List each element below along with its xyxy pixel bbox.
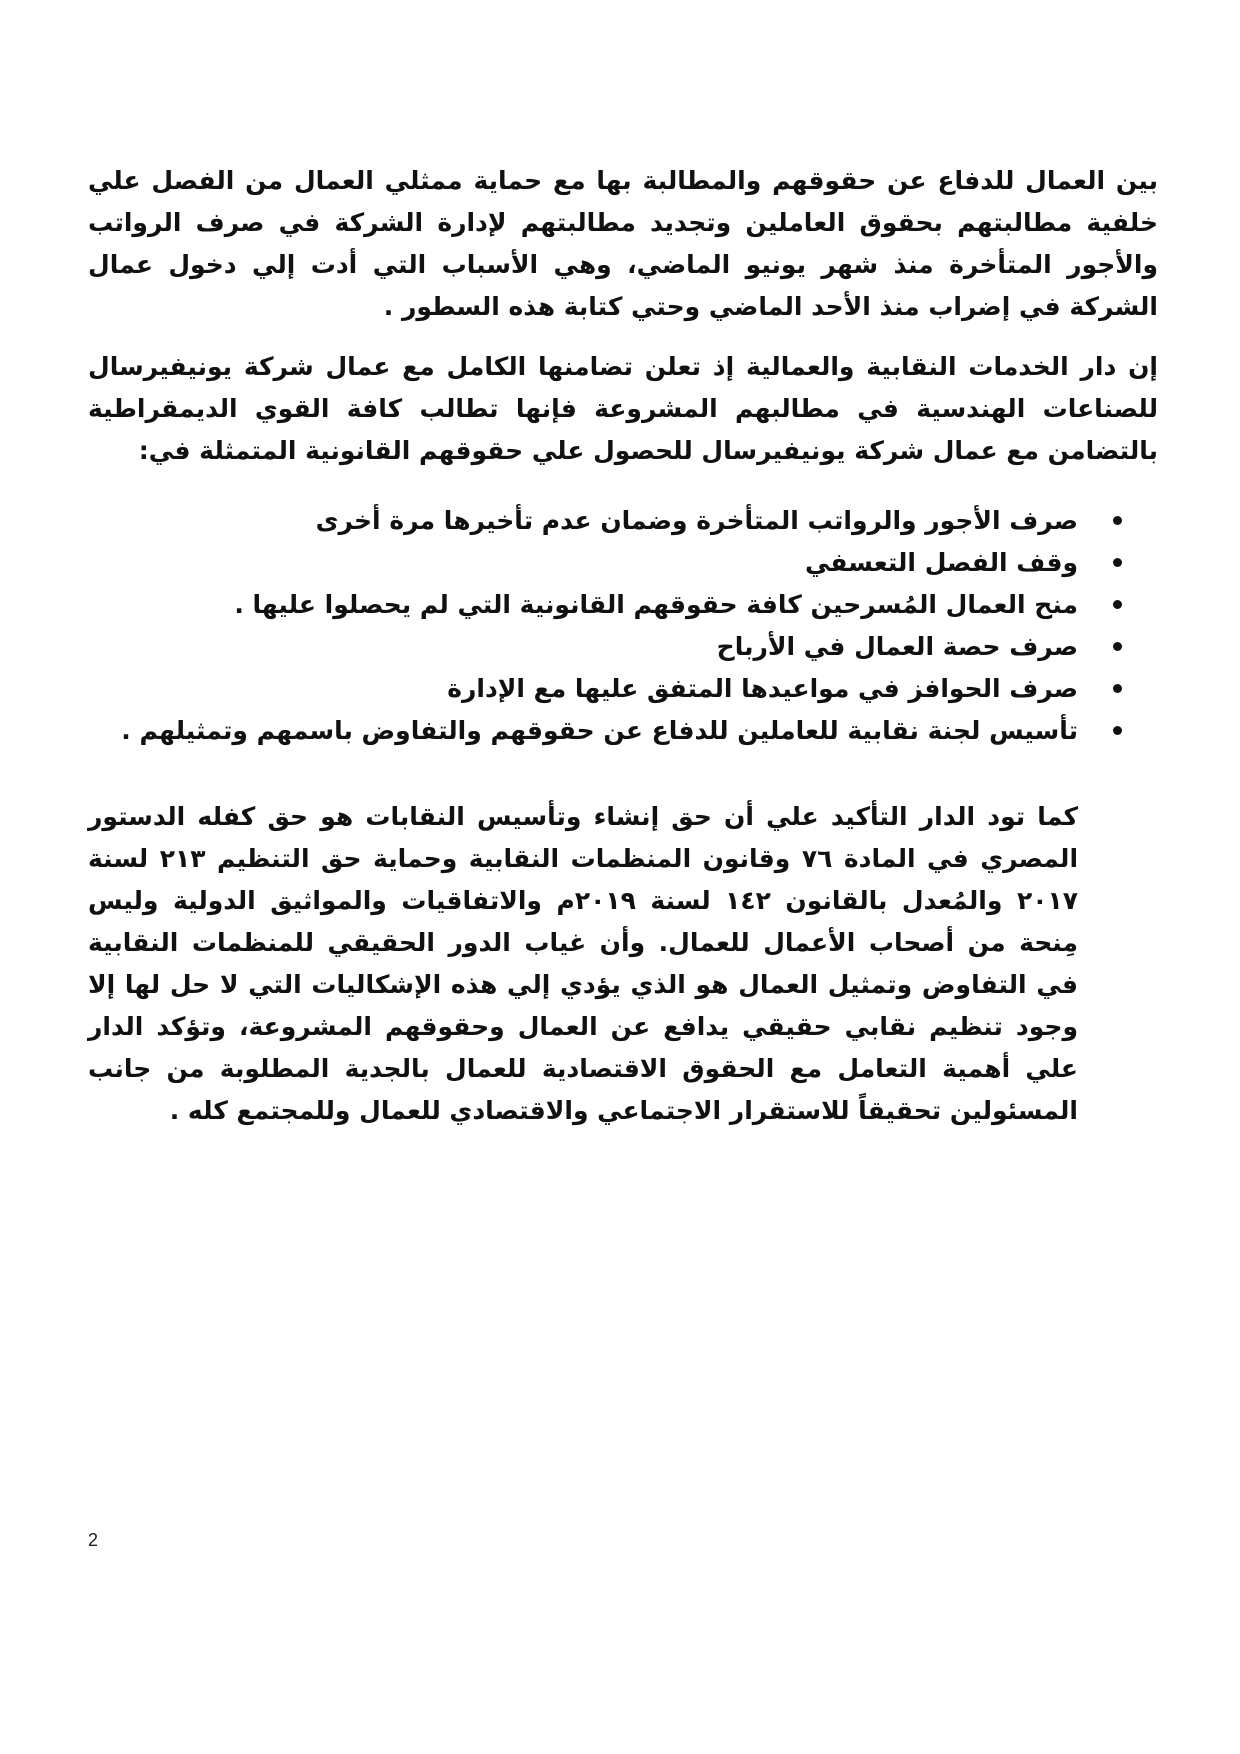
list-item <box>222 626 1122 668</box>
demands-list <box>121 500 1122 752</box>
list-item <box>222 584 1122 626</box>
list-item <box>222 542 1122 584</box>
bullet-icon <box>1113 558 1122 567</box>
bullet-icon <box>1113 600 1122 609</box>
paragraph-workers-demands: بين العمال للدفاع عن حقوقهم والمطالبة بها مع حماية ممثلي العمال من الفصل علي خلفية مطالبتهم بحقوق العاملين وتجديد مطالبتهم لإدارة الشركة في صرف الرواتب والأجور المتأخرة منذ شهر يونيو الماضي، وهي الأسباب التي أدت إلي دخول عمال الشركة في إضراب منذ الأحد الماضي وحتي كتابة هذه السطور . <box>88 166 1158 321</box>
bullet-icon <box>1113 642 1122 651</box>
list-item-text: وقف الفصل التعسفي <box>805 548 1078 577</box>
list-item <box>222 500 1122 542</box>
bullet-icon <box>1113 726 1122 735</box>
paragraph-union-rights: كما تود الدار التأكيد علي أن حق إنشاء وتأسيس النقابات هو حق كفله الدستور المصري في المادة ٧٦ وقانون المنظمات النقابية وحماية حق التنظيم ٢١٣ لسنة ٢٠١٧ والمُعدل بالقانون ١٤٢ لسنة ٢٠١٩م والاتفاقيات والمواثيق الدولية وليس مِنحة من أصحاب الأعمال للعمال. وأن غياب الدور الحقيقي للمنظمات النقابية في التفاوض وتمثيل العمال هو الذي يؤدي إلي هذه الإشكاليات التي لا حل لها إلا وجود تنظيم نقابي حقيقي يدافع عن العمال وحقوقهم المشروعة، وتؤكد الدار علي أهمية التعامل مع الحقوق الاقتصادية للعمال بالجدية المطلوبة من جانب المسئولين تحقيقاً للاستقرار الاجتماعي والاقتصادي للعمال وللمجتمع كله . <box>88 802 1079 1125</box>
list-item-text: صرف الأجور والرواتب المتأخرة وضمان عدم تأخيرها مرة أخرى <box>315 506 1078 535</box>
bullet-icon <box>1113 684 1122 693</box>
list-item-text: صرف الحوافز في مواعيدها المتفق عليها مع الإدارة <box>447 674 1078 703</box>
list-item-text: صرف حصة العمال في الأرباح <box>716 632 1078 661</box>
list-item <box>121 710 1122 752</box>
paragraph-solidarity-statement: إن دار الخدمات النقابية والعمالية إذ تعلن تضامنها الكامل مع عمال شركة يونيفيرسال للصناعات الهندسية في مطالبهم المشروعة فإنها تطالب كافة القوي الديمقراطية بالتضامن مع عمال شركة يونيفيرسال للحصول علي حقوقهم القانونية المتمثلة في: <box>88 352 1158 465</box>
page-number: 2 <box>88 1530 99 1550</box>
list-item-text: منح العمال المُسرحين كافة حقوقهم القانونية التي لم يحصلوا عليها . <box>234 590 1078 619</box>
bullet-icon <box>1113 516 1122 525</box>
list-item-text: تأسيس لجنة نقابية للعاملين للدفاع عن حقوقهم والتفاوض باسمهم وتمثيلهم . <box>121 716 1078 745</box>
list-item <box>222 668 1122 710</box>
